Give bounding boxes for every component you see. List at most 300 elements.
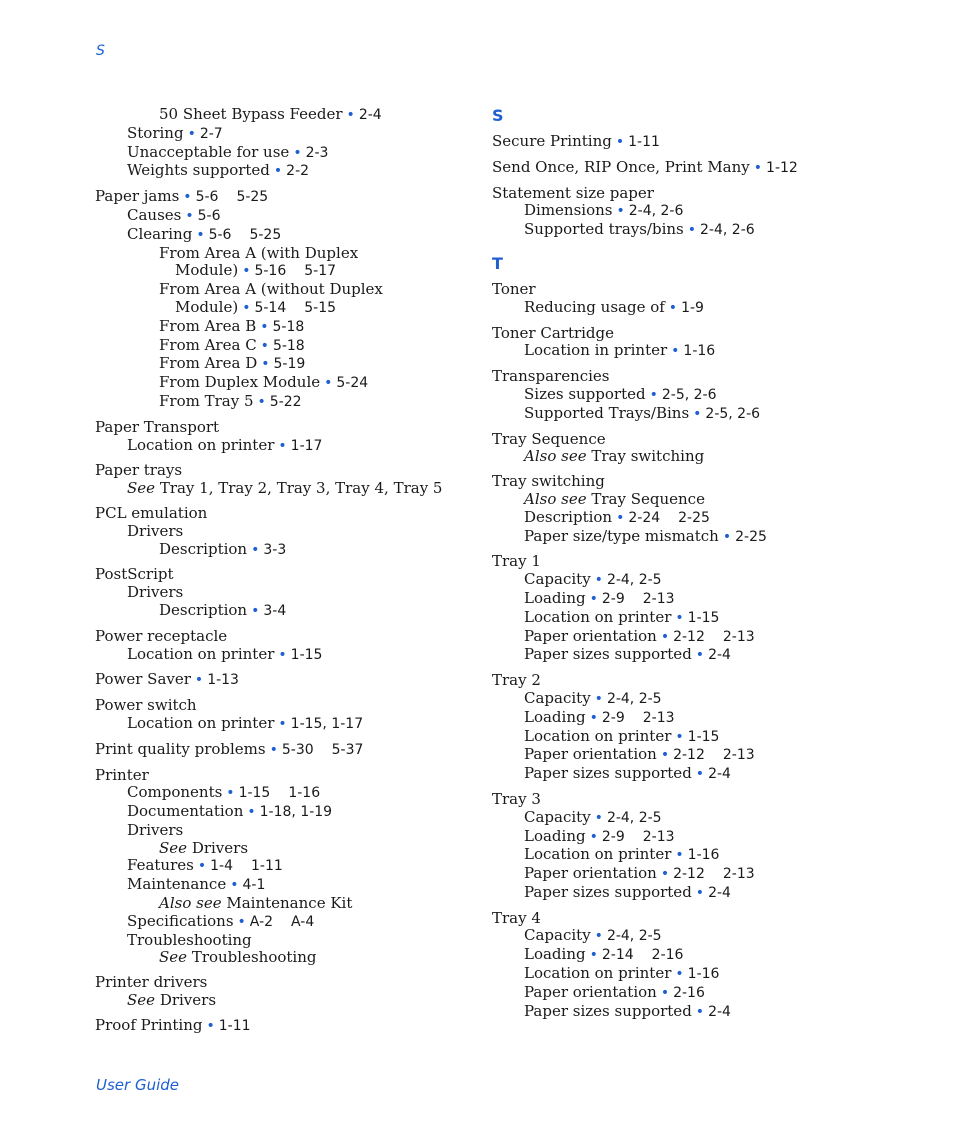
page-reference: 5-30 (281, 741, 314, 758)
index-term-text: Paper orientation (524, 745, 657, 764)
page-reference: 5-6 (208, 226, 232, 243)
page-reference-end: 2-25 (678, 509, 710, 526)
bullet-icon: • (615, 134, 625, 150)
bullet-icon: • (197, 858, 207, 875)
page-reference-end: 2-13 (722, 747, 755, 764)
page-reference: 1-16 (687, 966, 720, 983)
index-entry (492, 368, 922, 423)
index-term-text: Tray 3 (492, 789, 541, 808)
index-entry (95, 628, 475, 665)
page-reference-end: 2-13 (722, 866, 755, 883)
bullet-icon: • (616, 203, 625, 220)
page-reference: 1-4 (210, 858, 233, 875)
index-term-text: Troubleshooting (127, 930, 252, 949)
bullet-icon: • (675, 609, 684, 626)
index-term-text: Loading (524, 826, 586, 845)
page-reference-end: 2-13 (642, 709, 675, 726)
index-letter-heading: T (492, 253, 503, 273)
index-subterm (492, 709, 922, 728)
page-reference: 5-19 (273, 356, 306, 373)
page-reference: 1-16 (687, 847, 720, 864)
index-term-text: Tray switching (492, 472, 605, 491)
page-reference-end: A-4 (291, 913, 315, 930)
bullet-icon: • (687, 222, 697, 239)
page-reference: 5-18 (272, 337, 305, 354)
index-entry (492, 325, 922, 362)
page-reference-end: 5-17 (304, 263, 337, 280)
index-term-text: Storing (127, 123, 184, 142)
index-entry (95, 1017, 475, 1036)
index-term-text: Dimensions (524, 201, 613, 220)
index-term-text: Paper sizes supported (524, 645, 692, 664)
see-reference-label: See (127, 991, 156, 1010)
index-term-text: Transparencies (492, 367, 610, 386)
page-reference: 1-15, 1-17 (290, 715, 364, 732)
index-subterm (95, 715, 475, 734)
bullet-icon: • (261, 356, 270, 373)
page-reference: 2-4, 2-6 (700, 222, 755, 239)
index-subterm (492, 509, 922, 528)
index-subterm (492, 984, 922, 1003)
index-subterm (95, 437, 475, 456)
bullet-icon: • (675, 966, 684, 983)
index-term-text: Capacity (524, 926, 591, 945)
bullet-icon: • (660, 747, 670, 764)
bullet-icon: • (695, 884, 705, 901)
page-reference: 1-15 (687, 609, 720, 626)
bullet-icon: • (194, 672, 204, 689)
running-header-letter: S (96, 43, 105, 59)
bullet-icon: • (589, 828, 598, 845)
index-entry (492, 791, 922, 903)
index-term-text: From Area D (159, 354, 258, 373)
index-subterm (95, 784, 475, 803)
index-term (492, 185, 922, 203)
bullet-icon: • (260, 318, 269, 335)
index-subterm (492, 528, 922, 547)
index-term-text: Tray Sequence (591, 489, 705, 508)
index-term-text: Tray switching (591, 447, 705, 466)
index-subterm (492, 746, 922, 765)
index-subterm (492, 846, 922, 865)
index-term-text: Tray Sequence (492, 429, 606, 448)
index-term (95, 697, 475, 715)
index-column-right (492, 106, 922, 1028)
page-reference: 2-16 (673, 984, 705, 1001)
see-reference-label: See (159, 838, 188, 857)
bullet-icon: • (660, 866, 670, 883)
index-term (95, 188, 475, 207)
index-term (95, 566, 475, 584)
index-entry (95, 767, 475, 968)
page-reference: 2-14 (601, 947, 634, 964)
page-reference: 2-4 (708, 647, 731, 664)
bullet-icon: • (594, 809, 603, 826)
index-subterm (492, 628, 922, 647)
index-term-text: Toner Cartridge (492, 323, 615, 342)
index-term-text: From Area A (without Duplex (159, 280, 383, 299)
bullet-icon: • (660, 984, 670, 1001)
index-entry (492, 133, 922, 152)
page-reference: 3-4 (263, 602, 287, 619)
bullet-icon: • (242, 263, 251, 280)
index-term (492, 791, 922, 809)
index-entry (492, 672, 922, 784)
index-term-text: Module) (175, 261, 239, 280)
index-entry (95, 188, 475, 412)
bullet-icon: • (237, 913, 246, 930)
page-reference: 5-16 (254, 263, 287, 280)
index-subterm (95, 355, 475, 374)
index-term (492, 281, 922, 299)
bullet-icon: • (185, 207, 194, 224)
index-subterm (492, 590, 922, 609)
index-subterm (95, 584, 475, 602)
index-subterm (95, 602, 475, 621)
bullet-icon: • (257, 393, 266, 410)
index-entry (492, 185, 922, 240)
index-term-text: Toner (492, 279, 536, 298)
page-reference: 1-13 (207, 672, 239, 689)
index-subterm (492, 386, 922, 405)
page-reference-end: 2-16 (651, 947, 684, 964)
index-subterm (95, 541, 475, 560)
index-term-text: Tray 4 (492, 908, 541, 927)
bullet-icon: • (671, 343, 680, 360)
index-term-text: Weights supported (127, 161, 270, 180)
index-subterm (492, 646, 922, 665)
bullet-icon: • (247, 804, 256, 821)
index-term (95, 1017, 475, 1036)
index-term-text: Paper orientation (524, 982, 657, 1001)
bullet-icon: • (260, 337, 269, 354)
page-reference: 2-4, 2-5 (606, 690, 662, 707)
bullet-icon: • (668, 299, 678, 316)
index-entry (95, 462, 475, 498)
index-term-text: From Tray 5 (159, 391, 254, 410)
index-term (95, 767, 475, 785)
page-reference: 2-12 (673, 747, 705, 764)
page-reference: 5-14 (254, 299, 287, 316)
page-reference: 1-15 (290, 646, 323, 663)
index-subterm (492, 405, 922, 424)
index-term-text: Location on printer (127, 435, 275, 454)
page-reference-end: 2-13 (722, 628, 755, 645)
index-entry (95, 566, 475, 620)
index-subterm (95, 480, 475, 498)
index-term-text: Causes (127, 205, 182, 224)
index-term-text: Loading (524, 945, 586, 964)
page-reference: 5-6 (197, 207, 221, 224)
bullet-icon: • (589, 709, 598, 726)
see-reference-label: Also see (524, 447, 587, 466)
page-reference: 2-12 (673, 866, 705, 883)
index-term-text: Drivers (191, 838, 249, 857)
index-entry (492, 281, 922, 318)
index-entry (95, 741, 475, 760)
page-reference: 5-22 (269, 393, 302, 410)
index-term (492, 368, 922, 386)
bullet-icon: • (675, 728, 684, 745)
index-subterm (95, 992, 475, 1010)
bullet-icon: • (251, 541, 260, 558)
index-subterm (95, 337, 475, 356)
bullet-icon: • (324, 375, 333, 392)
page-reference: 5-18 (272, 318, 305, 335)
bullet-icon: • (675, 847, 684, 864)
page-reference-end: 5-25 (236, 189, 269, 206)
page-reference: 1-17 (290, 437, 323, 454)
index-term-text: From Area A (with Duplex (159, 243, 359, 262)
index-term-text: Description (159, 539, 248, 558)
index-subterm (95, 857, 475, 876)
index-term-text: Description (159, 600, 248, 619)
index-term-text: Proof Printing (95, 1015, 203, 1034)
page-reference: 1-15 (238, 785, 271, 802)
index-subterm (492, 448, 922, 466)
index-term (95, 628, 475, 646)
index-subterm (95, 262, 475, 281)
index-subterm (492, 299, 922, 318)
index-term-text: Power receptacle (95, 626, 228, 645)
index-subterm (95, 318, 475, 337)
index-term-text: Location on printer (524, 607, 672, 626)
index-subterm (95, 393, 475, 412)
index-term-text: Paper trays (95, 461, 183, 480)
index-term-text: Power Saver (95, 670, 191, 689)
index-subterm (492, 571, 922, 590)
index-term-text: Location on printer (127, 644, 275, 663)
page-reference: 1-12 (766, 159, 798, 176)
index-term-text: Supported trays/bins (524, 220, 684, 239)
index-subterm (492, 202, 922, 221)
index-term-text: Printer (95, 765, 149, 784)
page-reference: 2-4, 2-6 (628, 203, 684, 220)
index-subterm (492, 221, 922, 240)
page-reference: 2-9 (601, 590, 625, 607)
page-reference: 2-7 (199, 125, 223, 142)
index-entry (95, 974, 475, 1010)
bullet-icon: • (269, 741, 278, 758)
page-reference-end: 5-25 (249, 226, 282, 243)
footer-label: User Guide (96, 1076, 180, 1094)
page-reference: 2-12 (673, 628, 705, 645)
bullet-icon: • (242, 299, 251, 316)
index-subterm (95, 913, 475, 932)
page-reference: A-2 (249, 913, 274, 930)
bullet-icon: • (183, 189, 192, 206)
index-term-text: Paper orientation (524, 864, 657, 883)
index-subterm (492, 927, 922, 946)
index-subterm (492, 828, 922, 847)
index-term-text: Documentation (127, 802, 244, 821)
page-reference-end: 1-11 (250, 858, 283, 875)
bullet-icon: • (722, 528, 732, 545)
page-reference-end: 5-37 (331, 741, 364, 758)
bullet-icon: • (251, 602, 260, 619)
index-column-left (95, 106, 475, 1043)
index-term-text: Drivers (159, 991, 217, 1010)
index-subterm (492, 884, 922, 903)
index-term (492, 133, 922, 152)
index-term-text: Reducing usage of (524, 297, 665, 316)
index-term-text: Capacity (524, 570, 591, 589)
index-subterm (95, 144, 475, 163)
index-term-text: Tray 1 (492, 552, 541, 571)
index-subterm (95, 281, 475, 299)
index-entry (95, 419, 475, 456)
page-reference: 1-15 (687, 728, 720, 745)
bullet-icon: • (589, 947, 598, 964)
index-term-text: Loading (524, 707, 586, 726)
index-term-text: Paper orientation (524, 626, 657, 645)
index-subterm (95, 876, 475, 895)
bullet-icon: • (695, 1003, 705, 1020)
index-subterm (95, 803, 475, 822)
index-entry (95, 106, 475, 181)
index-term-text: Capacity (524, 807, 591, 826)
index-term-text: Printer drivers (95, 973, 208, 992)
index-term-text: Unacceptable for use (127, 142, 290, 161)
bullet-icon: • (293, 144, 302, 161)
index-term (95, 671, 475, 690)
index-subterm (492, 728, 922, 747)
bullet-icon: • (346, 107, 355, 123)
index-term-text: Drivers (127, 820, 184, 839)
index-term (492, 473, 922, 491)
bullet-icon: • (695, 647, 705, 664)
index-term-text: PostScript (95, 565, 174, 584)
page-reference: 2-9 (601, 828, 625, 845)
index-term-text: Paper jams (95, 187, 180, 206)
index-term-text: Capacity (524, 688, 591, 707)
index-subterm (492, 965, 922, 984)
index-term-text: Location in printer (524, 341, 668, 360)
index-entry (95, 671, 475, 690)
index-subterm (492, 946, 922, 965)
index-entry (492, 553, 922, 665)
page-reference: 5-6 (195, 189, 219, 206)
index-term (95, 462, 475, 480)
bullet-icon: • (278, 437, 287, 454)
index-subterm (492, 690, 922, 709)
page-reference: 2-4 (708, 1003, 731, 1020)
index-subterm (95, 949, 475, 967)
index-subterm (492, 1003, 922, 1022)
page-reference-end: 2-13 (642, 828, 675, 845)
bullet-icon: • (753, 159, 763, 176)
bullet-icon: • (226, 785, 235, 802)
bullet-icon: • (206, 1017, 215, 1034)
bullet-icon: • (594, 690, 603, 707)
index-subterm (492, 491, 922, 509)
index-term-text: Location on printer (524, 845, 672, 864)
index-term-text: Loading (524, 588, 586, 607)
page-reference: 1-11 (218, 1017, 251, 1034)
index-subterm (95, 374, 475, 393)
bullet-icon: • (187, 125, 196, 142)
index-term-text: Send Once, RIP Once, Print Many (492, 157, 750, 176)
index-subterm (492, 342, 922, 361)
page-reference-end: 1-16 (288, 785, 321, 802)
bullet-icon: • (693, 405, 702, 422)
index-subterm (95, 932, 475, 950)
index-subterm (95, 226, 475, 245)
bullet-icon: • (196, 226, 205, 243)
index-subterm (492, 865, 922, 884)
index-entry (492, 159, 922, 178)
index-term (492, 431, 922, 449)
page-reference: 2-3 (305, 144, 329, 161)
index-term-text: Paper sizes supported (524, 1001, 692, 1020)
index-term-text: Power switch (95, 696, 197, 715)
index-term-text: Statement size paper (492, 183, 654, 202)
page-reference: 1-18, 1-19 (259, 804, 333, 821)
index-term-text: Paper Transport (95, 417, 220, 436)
page-reference: 2-4 (708, 884, 731, 901)
index-subterm (492, 765, 922, 784)
index-term (95, 974, 475, 992)
index-term-text: Location on printer (524, 726, 672, 745)
index-subterm (95, 523, 475, 541)
index-term-text: Supported Trays/Bins (524, 403, 690, 422)
index-term-text: 50 Sheet Bypass Feeder (159, 105, 343, 123)
page-reference: 4-1 (242, 877, 266, 894)
bullet-icon: • (278, 715, 287, 732)
index-term-text: Paper sizes supported (524, 882, 692, 901)
bullet-icon: • (660, 628, 670, 645)
bullet-icon: • (649, 386, 658, 403)
index-term-text: Components (127, 783, 223, 802)
index-term (95, 505, 475, 523)
index-term-text: Location on printer (524, 964, 672, 983)
bullet-icon: • (230, 877, 239, 894)
index-term (492, 672, 922, 690)
index-term-text: Paper sizes supported (524, 764, 692, 783)
index-term-text: Sizes supported (524, 384, 646, 403)
index-term-text: Tray 1, Tray 2, Tray 3, Tray 4, Tray 5 (159, 479, 443, 498)
bullet-icon: • (616, 509, 625, 526)
bullet-icon: • (695, 766, 705, 783)
index-term-text: Specifications (127, 911, 234, 930)
index-term-text: Paper size/type mismatch (524, 526, 719, 545)
index-entry (95, 697, 475, 734)
page-reference: 1-9 (681, 299, 704, 316)
page-reference: 2-5, 2-6 (661, 386, 717, 403)
index-term-text: Print quality problems (95, 739, 266, 758)
index-entry (492, 431, 922, 467)
index-term-text: Secure Printing (492, 132, 612, 150)
page-reference-end: 2-13 (642, 590, 675, 607)
index-subterm (492, 609, 922, 628)
index-term-text: PCL emulation (95, 503, 208, 522)
index-entry (95, 505, 475, 559)
index-term (492, 553, 922, 571)
index-subterm (95, 646, 475, 665)
index-term-text: Troubleshooting (191, 948, 317, 967)
index-subterm (95, 125, 475, 144)
bullet-icon: • (594, 572, 603, 589)
page-reference: 2-25 (735, 528, 767, 545)
page-reference: 2-4 (708, 766, 731, 783)
index-term-text: Maintenance Kit (226, 894, 353, 913)
index-term-text: Module) (175, 297, 239, 316)
index-subterm (95, 895, 475, 913)
index-term (95, 419, 475, 437)
index-term-text: Maintenance (127, 875, 227, 894)
see-reference-label: See (127, 479, 156, 498)
index-term-text: From Area B (159, 316, 257, 335)
